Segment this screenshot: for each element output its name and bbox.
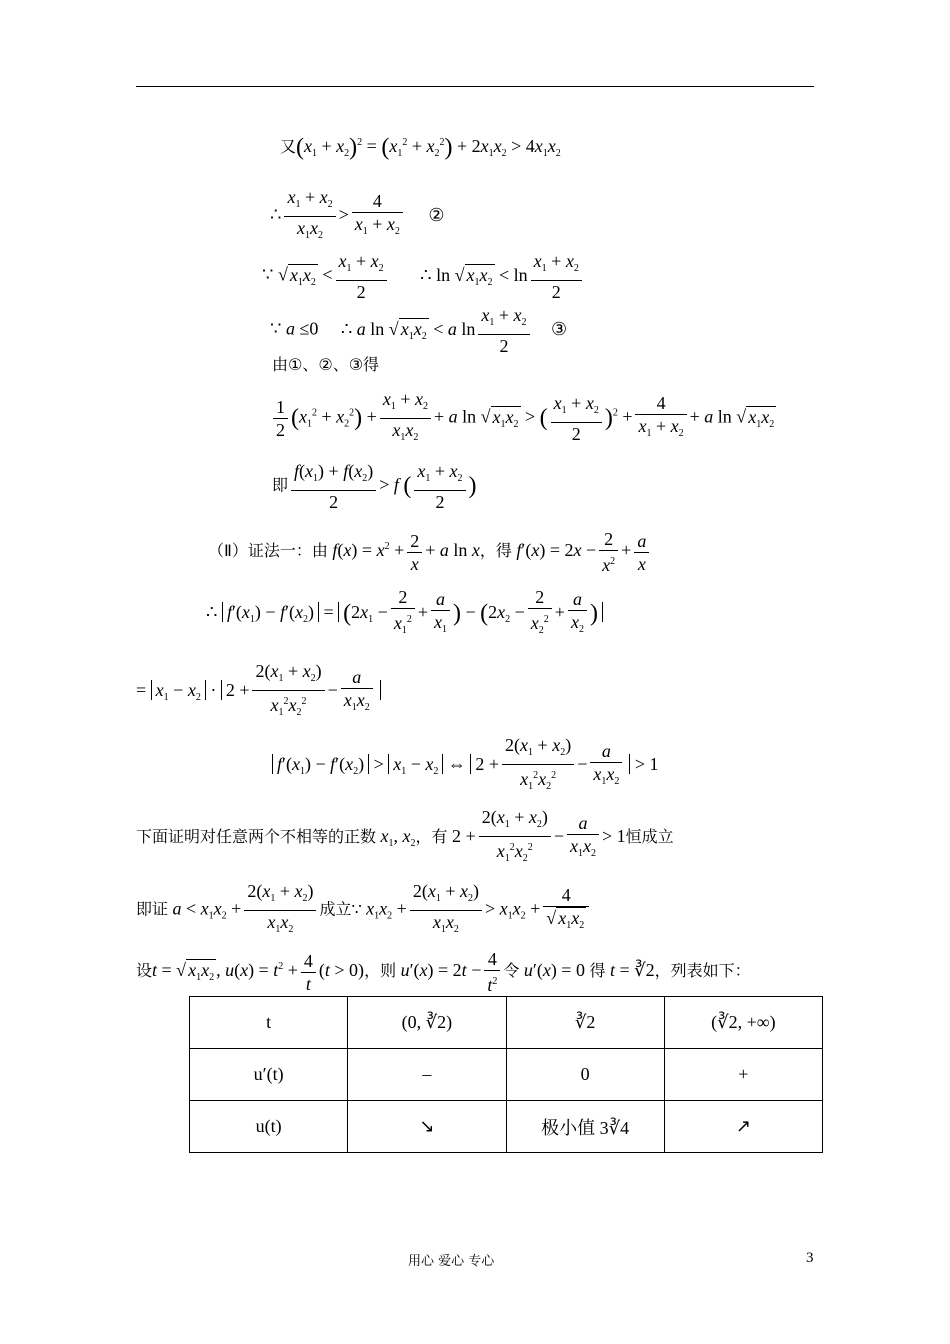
table-row (190, 997, 823, 1049)
table-cell: – (348, 1049, 506, 1101)
monotonicity-table (189, 996, 823, 1153)
equation-line-2: ∴ $\frac{x_1 + x_2}{x_1x_2}$ > $\frac{4}{x_1 + x_2}$ ② (270, 187, 445, 241)
table-cell: ∛2 (506, 997, 664, 1049)
table-cell: ↗ (664, 1101, 822, 1153)
table-cell: (0, ∛2) (348, 997, 506, 1049)
equation-line-4: ∵ a ≤0 ∴ a ln √ $x_1x_2 < a$ ln $\frac{x_1 + x_2}{2}$ ③ (270, 305, 568, 356)
table-cell: ↘ (348, 1101, 506, 1153)
equation-line-8: （Ⅱ）证法一：由 $f(x) = x^2$ + $\frac{2}{x}$ + a ln x，得 f′(x) = 2x − $\frac{2}{x^2}$ + $\frac{a}{x}$ (208, 528, 652, 576)
table-cell: 0 (506, 1049, 664, 1101)
table-row (190, 1101, 823, 1153)
equation-line-1: 又$(x_1 + x_2)^2 = (x_1^2 + x_2^2) + 2x_1x_2 > 4x_1x_2$ (280, 134, 561, 161)
equation-line-11: $f'(x_1) - f'(x_2) > x_1 - x_2$ ⇔ 2 + $\frac{2(x_1 + x_2)}{x_1^2x_2^2}$ − $\frac{a}{x_1x_2}$ > 1 (272, 734, 659, 798)
equation-line-3: ∵ √ $x_1x_2$ < $\frac{x_1 + x_2}{2}$ ∴ ln √ $x_1x_2 < \ln$ $\frac{x_1 + x_2}{2}$ (262, 250, 585, 303)
table-cell: 极小值 3∛4 (506, 1101, 664, 1153)
equation-line-10: = $x_1 - x_2 \cdot 2$ + $\frac{2(x_1 + x_2)}{x_1^2x_2^2}$ − $\frac{a}{x_1x_2}$ (136, 660, 381, 724)
page-number: 3 (806, 1250, 814, 1266)
table-cell: (∛2, +∞) (664, 997, 822, 1049)
table-cell: u(t) (190, 1101, 348, 1153)
equation-line-13: 即证 $a < x_1x_2$ + $\frac{2(x_1 + x_2)}{x_1x_2}$ 成立∵ $x_1x_2$ + $\frac{2(x_1 + x_2)}{x_1x_2}$ > $x_1x_2$ + $\frac{4}{√ x_1x_2}$ (136, 880, 592, 941)
text-line-5: 由①、②、③得 (272, 355, 380, 374)
table-cell: + (664, 1049, 822, 1101)
table-cell: t (190, 997, 348, 1049)
equation-line-14: 设t = √ $x_1x_2$ , $u(x) = t^2$ + $\frac{4}{t}$ (t > 0)，则 u′(x) = 2t − $\frac{4}{t^2}$ 令 u′(x) = 0 得 t = ∛2，列表如下： (136, 949, 751, 995)
table-row (190, 1049, 823, 1101)
equation-line-6: $\frac{1}{2}$ $(x_1^2 + x_2^2)$ + $\frac{x_1 + x_2}{x_1x_2}$ + a ln √ $x_1x_2$ > ( $\frac{x_1 + x_2}{2}$ )$^2$ + $\frac{4}{x_1 + x_2}$ + a ln √ $x_1x_2$ (270, 388, 776, 449)
page-footer: 用心 爱心 专心 (408, 1254, 495, 1269)
equation-line-9: ∴ $f'(x_1) - f'(x_2) = (2x_1$ − $\frac{2}{x_1^2}$ + $\frac{a}{x_1}$ ) − ($2x_2$ − $\frac{2}{x_2^2}$ + $\frac{a}{x_2}$ ) (206, 586, 603, 642)
header-rule (136, 86, 814, 87)
table-cell: u′(t) (190, 1049, 348, 1101)
equation-line-12: 下面证明对任意两个不相等的正数 $x_1$, $x_2$，有 2 + $\frac{2(x_1 + x_2)}{x_1^2x_2^2}$ − $\frac{a}{x_1x_2}$ > 1恒成立 (136, 807, 674, 864)
equation-line-7: 即 $\frac{f(x_1) + f(x_2)}{2}$ > f ( $\frac{x_1 + x_2}{2}$ ) (272, 461, 477, 512)
